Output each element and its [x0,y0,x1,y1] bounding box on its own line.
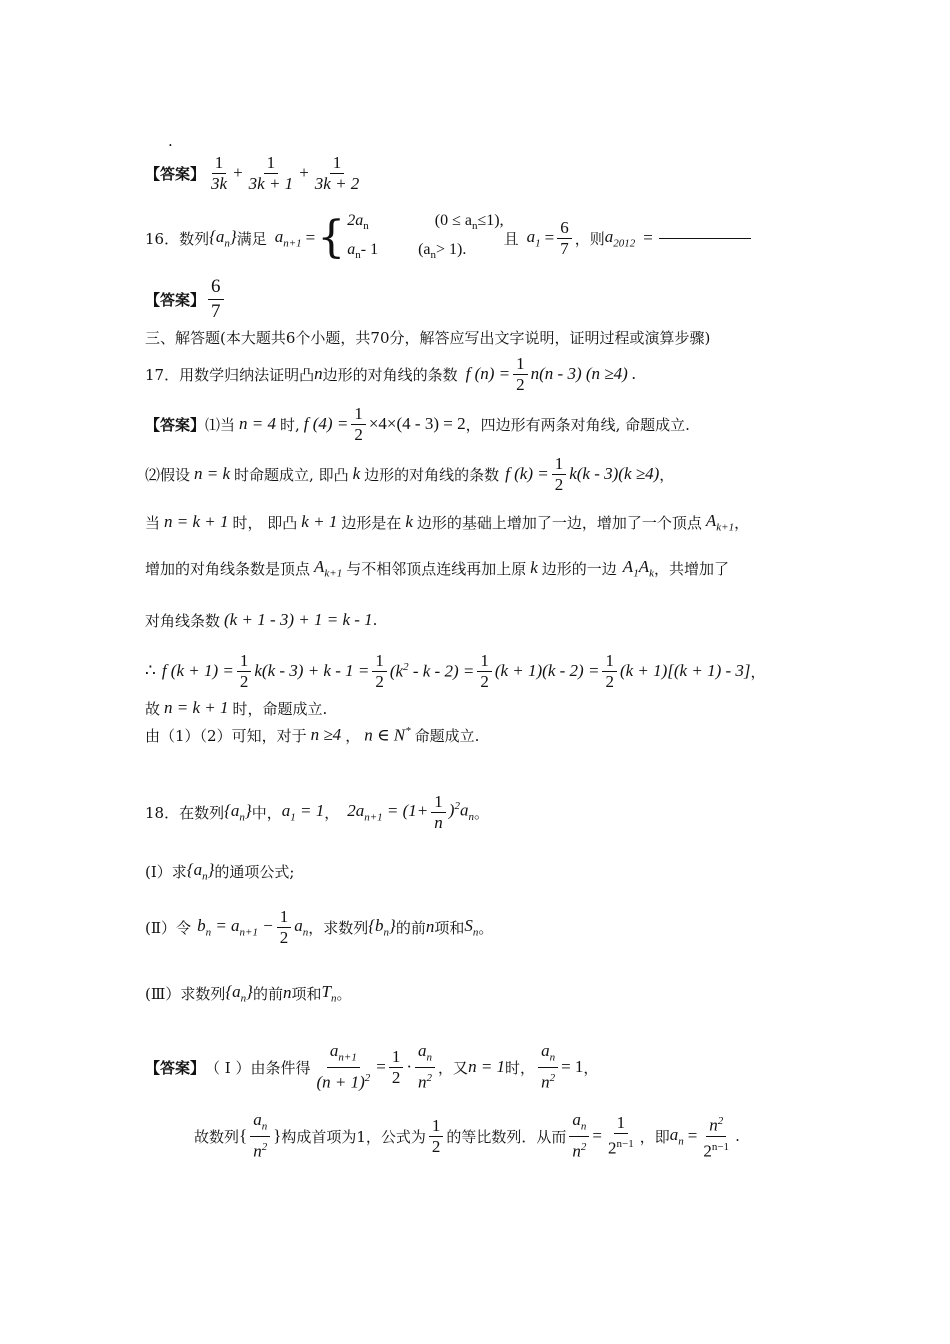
answer-16: 【答案】 $\frac{6}{7}$ [145,276,227,322]
answer-17-step-6: ∴ f (k + 1) = $\frac{1}{2}$ k(k - 3) + k - 1 = $\frac{1}{2}$ ($k^2$ - k - 2) = $\frac{1}{2}$ (k + 1)(k - 2) = $\frac{1}{2}$ (k + 1)[(k + 1) - 3] ， [145,650,766,691]
stray-dot [168,132,173,150]
answer-label: 【答案】 [145,164,206,183]
answer-17-step-2: ⑵假设 n = k 时命题成立, 即凸 k 边形的对角线的条数 f (k) = $\frac{1}{2}$ k(k - 3)(k ≥4) ， [145,453,675,494]
question-18-part-1: (I）求 $\{a_n\}$ 的通项公式; [145,859,295,883]
answer-17-step-3: 当 n = k + 1 时， 即凸 k + 1 边形是在 k 边形的基础上增加了一边，增加了一个顶点 $A_{k+1}$ ， [145,510,750,534]
question-17: 17．用数学归纳法证明凸 n 边形的对角线的条数 f (n) = $\frac{1}{2}$ n(n - 3) (n ≥4) . [145,353,637,394]
brace-icon: { [317,212,346,263]
answer-17-step-7: 故 n = k + 1 时，命题成立. [145,698,328,718]
fraction-term-1: $\frac{1}{3k}$ [211,152,228,193]
answer-17-step-5: 对角线条数 (k + 1 - 3) + 1 = k - 1 . [145,610,378,630]
piecewise-cases: $2a_n$ $(0 \le a_n\le 1)$, $a_n-$ 1 $(a_n> 1)$. [347,211,504,262]
answer-18-step-1: 【答案】 （ I ）由条件得 $\frac{a_{n+1}}{(n + 1)^2}$ = $\frac{1}{2}$ · $\frac{a_n}{n^2}$ ，又 n = 1 时， $\frac{a_n}{n^2}$ = 1 ， [145,1040,599,1093]
answer-17-step-1: 【答案】 ⑴当 n = 4 时, f (4) = $\frac{1}{2}$ ×4×(4 - 3) = 2 ，四边形有两条对角线, 命题成立. [145,403,690,444]
fraction-term-3: $\frac{1}{3k + 2}$ [314,152,360,193]
answer-15: 【答案】 $\frac{1}{3k}$ + $\frac{1}{3k + 1}$ + $\frac{1}{3k + 2}$ [145,150,365,196]
answer-blank-line [659,237,751,239]
answer-17-step-4: 增加的对角线条数是顶点 $A_{k+1}$ 与不相邻顶点连线再加上原 k 边形的一边 $A_1A_k$ ，共增加了 [145,556,729,580]
question-16: 16．数列 $\{a_n\}$ 满足 $a_{n+1}$ = { $2a_n$ $(0 \le a_n\le 1)$, $a_n-$ 1 $(a_n> 1)$. 且 $a_1$ = $\frac{6}{7}$ ，则 $a_{2012}$ = [145,210,751,266]
answer-18-step-2: 故数列 { $\frac{a_n}{n^2}$ } 构成首项为1，公式为 $\frac{1}{2}$ 的等比数列．从而 $\frac{a_n}{n^2}$ = $\frac{1}{2^{n-1}}$ ，即 $a_n$ = $\frac{n^2}{2^{n-1}}$ . [194,1109,740,1162]
question-18: 18．在数列 $\{a_n\}$ 中， $a_1 = 1$ ， $2a_{n+1} = (1+$ $\frac{1}{n}$ )$^2a_n$ 。 [145,791,489,832]
fraction-term-2: $\frac{1}{3k + 1}$ [248,152,294,193]
answer-17-conclusion: 由（1）（2）可知，对于 n ≥4 ， n ∈ N* 命题成立. [145,724,480,745]
question-18-part-2: (Ⅱ）令 $b_n = a_{n+1}$ − $\frac{1}{2}$ $a_n$ ，求数列 $\{b_n\}$ 的前 n 项和 $S_n$ 。 [145,906,494,947]
question-18-part-3: (Ⅲ）求数列 $\{a_n\}$ 的前 n 项和 $T_n$ 。 [145,981,352,1005]
dot-text: . [168,132,173,150]
section-heading: 三、解答题(本大题共6个小题，共70分，解答应写出文字说明，证明过程或演算步骤) [145,328,711,347]
